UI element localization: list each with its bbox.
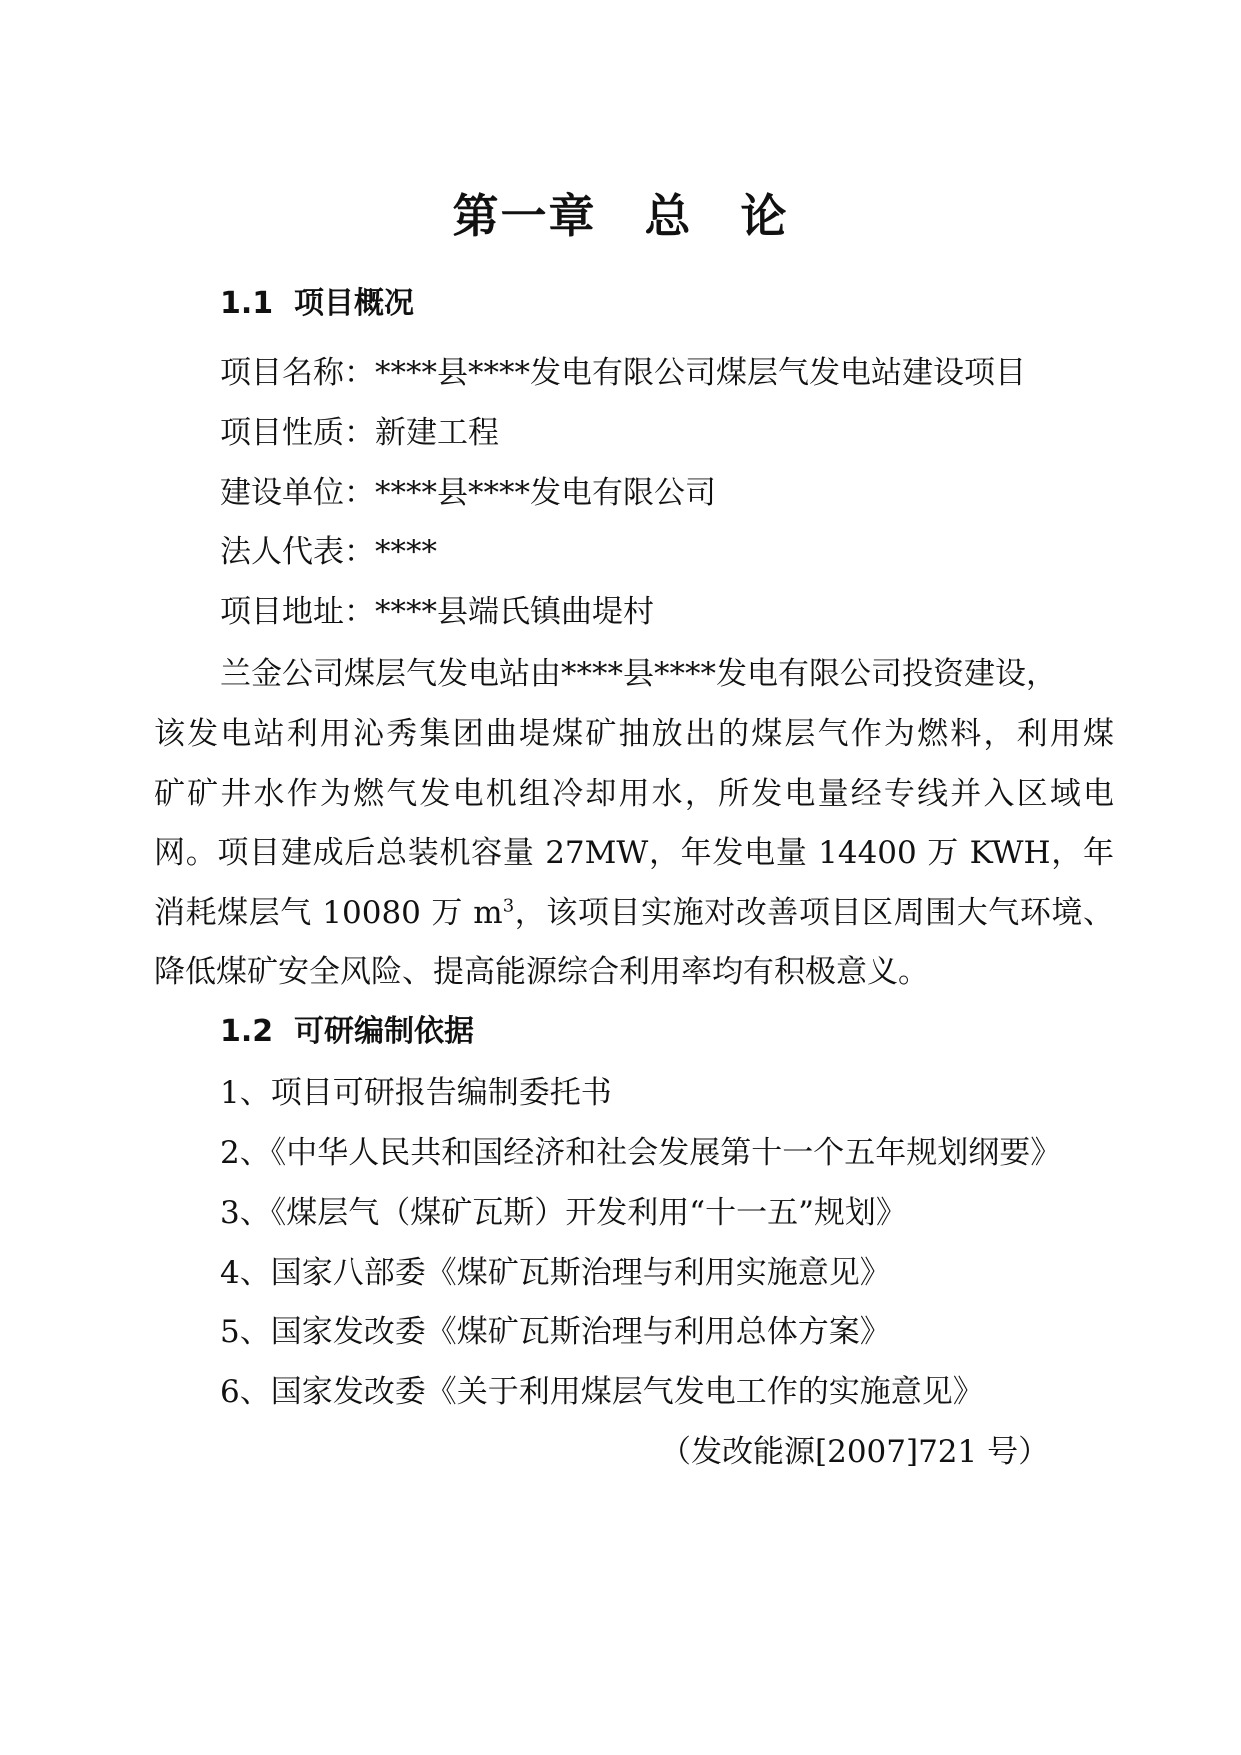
cubic-superscript: 3 — [502, 895, 515, 917]
paragraph-line — [154, 891, 1114, 935]
basis-item-3: 3、《煤层气（煤矿瓦斯）开发利用“十一五”规划》 — [220, 1195, 907, 1231]
chapter-title: 第一章 总 论 — [452, 189, 789, 243]
section-heading-basis: 1.2 可研编制依据 — [220, 1014, 475, 1049]
basis-item-1: 1、项目可研报告编制委托书 — [220, 1075, 612, 1111]
consumption-text: 消耗煤层气 10080 万 m — [154, 895, 503, 931]
field-legal-representative: 法人代表：**** — [220, 534, 437, 570]
basis-item-4: 4、国家八部委《煤矿瓦斯治理与利用实施意见》 — [220, 1255, 891, 1291]
consumption-text-cont: ，该项目实施对改善项目区周围大气环境、 — [514, 895, 1115, 931]
basis-item-6-note: （发改能源[2007]721 号） — [660, 1434, 1050, 1470]
paragraph-line: 该发电站利用沁秀集团曲堤煤矿抽放出的煤层气作为燃料，利用煤 — [154, 716, 1114, 752]
section-heading-overview: 1.1 项目概况 — [220, 286, 415, 321]
paragraph-line: 矿矿井水作为燃气发电机组冷却用水，所发电量经专线并入区域电 — [154, 776, 1114, 812]
field-project-address: 项目地址：****县端氏镇曲堤村 — [220, 594, 654, 630]
field-construction-unit: 建设单位：****县****发电有限公司 — [220, 475, 716, 511]
basis-item-5: 5、国家发改委《煤矿瓦斯治理与利用总体方案》 — [220, 1314, 891, 1350]
field-project-nature: 项目性质：新建工程 — [220, 415, 499, 451]
paragraph-line: 兰金公司煤层气发电站由****县****发电有限公司投资建设， — [220, 656, 1057, 692]
field-project-name: 项目名称：****县****发电有限公司煤层气发电站建设项目 — [220, 355, 1026, 391]
paragraph-line: 网。项目建成后总装机容量 27MW，年发电量 14400 万 KWH，年 — [154, 835, 1114, 871]
paragraph-line: 降低煤矿安全风险、提高能源综合利用率均有积极意义。 — [154, 954, 929, 990]
basis-item-2: 2、《中华人民共和国经济和社会发展第十一个五年规划纲要》 — [220, 1135, 1062, 1171]
basis-item-6: 6、国家发改委《关于利用煤层气发电工作的实施意见》 — [220, 1374, 984, 1410]
